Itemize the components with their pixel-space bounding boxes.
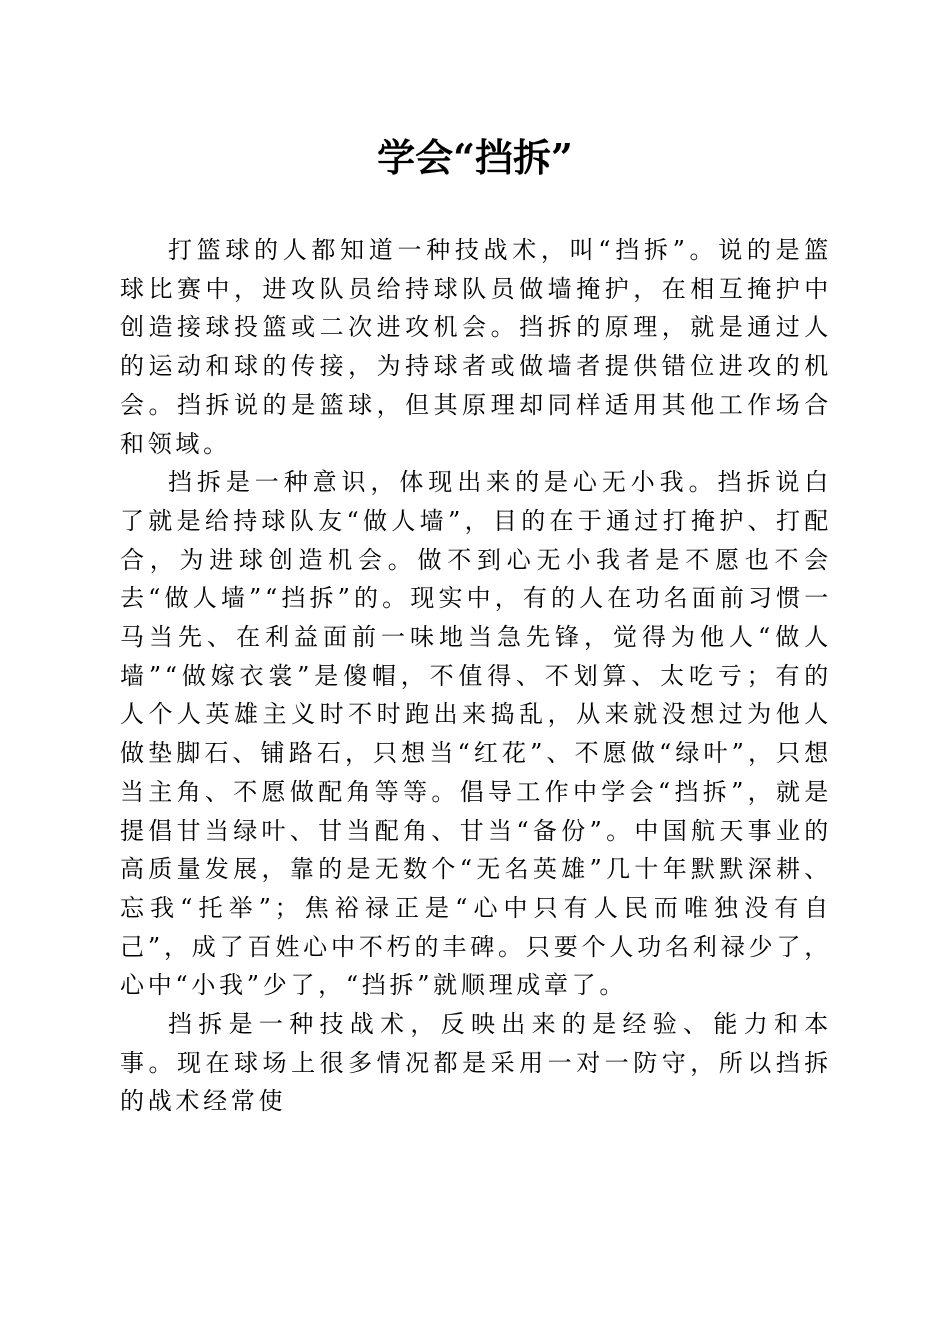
- document-body: [120, 231, 832, 1121]
- paragraph-1: 打篮球的人都知道一种技战术，叫“挡拆”。说的是篮球比赛中，进攻队员给持球队员做墙掩护，在相互掩护中创造接球投篮或二次进攻机会。挡拆的原理，就是通过人的运动和球的传接，为持球者或做墙者提供错位进攻的机会。挡拆说的是篮球，但其原理却同样适用其他工作场合和领域。: [120, 236, 832, 458]
- paragraph-2: 挡拆是一种意识，体现出来的是心无小我。挡拆说白了就是给持球队友“做人墙”，目的在于通过打掩护、打配合，为进球创造机会。做不到心无小我者是不愿也不会去“做人墙”“挡拆”的。现实中，有的人在功名面前习惯一马当先、在利益面前一味地当急先锋，觉得为他人“做人墙”“做嫁衣裳”是傻帽，不值得、不划算、太吃亏；有的人个人英雄主义时不时跑出来捣乱，从来就没想过为他人做垫脚石、铺路石，只想当“红花”、不愿做“绿叶”，只想当主角、不愿做配角等等。倡导工作中学会“挡拆”，就是提倡甘当绿叶、甘当配角、甘当“备份”。中国航天事业的高质量发展，靠的是无数个“无名英雄”几十年默默深耕、忘我“托举”；焦裕禄正是“心中只有人民而唯独没有自己”，成了百姓心中不朽的丰碑。只要个人功名利禄少了，心中“小我”少了，“挡拆”就顺理成章了。: [120, 468, 832, 1000]
- document-title: 学会“挡拆”: [377, 135, 573, 180]
- paragraph-3: 挡拆是一种技战术，反映出来的是经验、能力和本事。现在球场上很多情况都是采用一对一防守，所以挡拆的战术经常使: [120, 1010, 832, 1116]
